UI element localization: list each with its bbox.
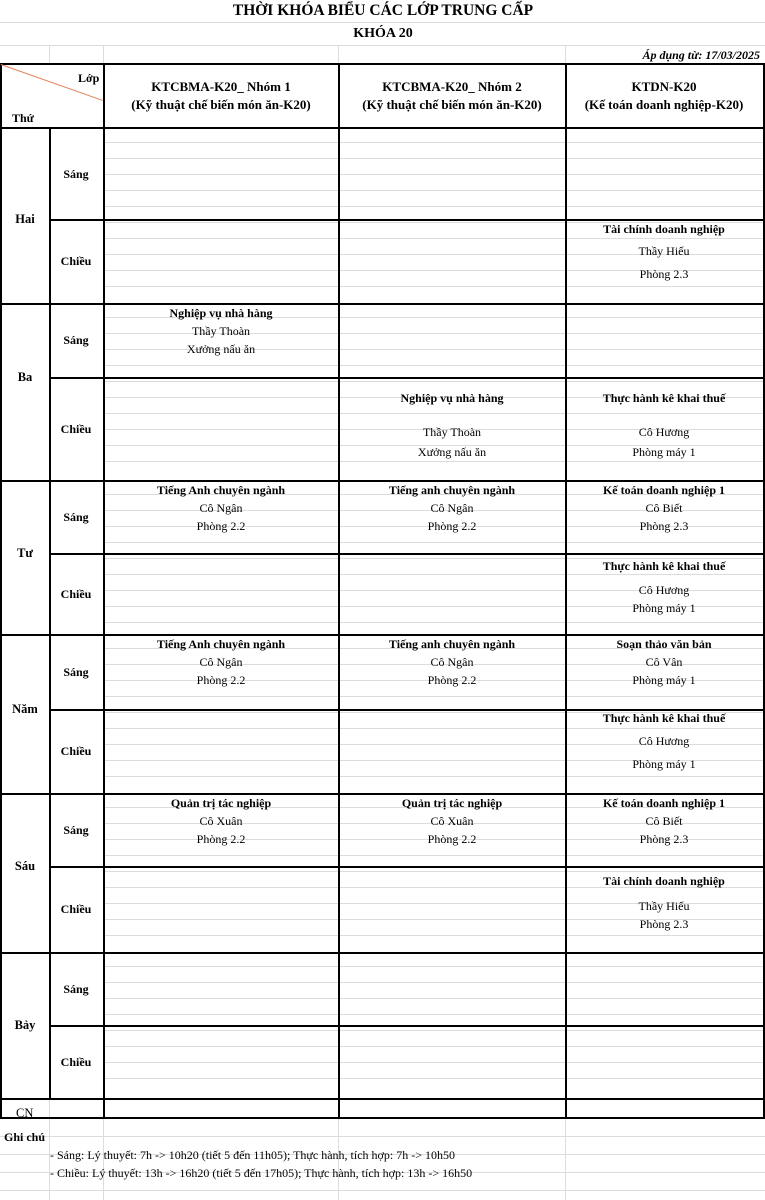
cell-teacher: Thầy Thoàn — [191, 324, 251, 338]
cell-room: Phòng máy 1 — [632, 445, 696, 459]
class-2-code: KTCBMA-K20_ Nhóm 2 — [382, 79, 522, 94]
effective-date: Áp dụng từ: 17/03/2025 — [642, 48, 760, 62]
session-label: Sáng — [63, 822, 89, 837]
cell-room: Phòng 2.2 — [196, 673, 246, 687]
grid-line — [0, 634, 765, 636]
cell-teacher: Cô Hương — [638, 734, 690, 748]
class-3-code: KTDN-K20 — [631, 79, 697, 94]
cell-teacher: Cô Ngân — [199, 501, 243, 515]
grid-line — [49, 377, 765, 379]
cell-room: Phòng 2.2 — [196, 519, 246, 533]
grid-line — [103, 461, 765, 462]
cell-room: Phòng 2.2 — [427, 832, 477, 846]
grid-line — [103, 982, 765, 983]
grid-line — [0, 1136, 765, 1137]
grid-line — [0, 22, 765, 23]
cell-teacher: Cô Biết — [645, 814, 683, 828]
notes-line-1: - Sáng: Lý thuyết: 7h -> 10h20 (tiết 5 đến 11h05); Thực hành, tích hợp: 7h -> 10h50 — [50, 1148, 455, 1162]
cell-teacher: Cô Xuân — [430, 814, 474, 828]
day-label-1: Hai — [15, 212, 35, 226]
grid-line — [103, 238, 765, 239]
grid-line — [49, 219, 765, 221]
grid-line — [103, 158, 765, 159]
cell-room: Phòng máy 1 — [632, 601, 696, 615]
grid-line — [103, 935, 765, 936]
cell-teacher: Thầy Thoàn — [422, 425, 482, 439]
cell-teacher: Cô Ngân — [199, 655, 243, 669]
grid-line — [0, 63, 765, 65]
grid-line — [49, 553, 765, 555]
grid-line — [0, 480, 765, 482]
cell-subject: Quản trị tác nghiệp — [170, 796, 272, 810]
grid-line — [103, 45, 104, 63]
grid-line — [103, 1062, 765, 1063]
cell-room: Xưởng nấu ăn — [186, 342, 256, 356]
page-title: THỜI KHÓA BIỂU CÁC LỚP TRUNG CẤP — [232, 2, 534, 19]
grid-line — [338, 45, 339, 63]
session-label: Sáng — [63, 509, 89, 524]
grid-line — [103, 1078, 765, 1079]
session-label: Sáng — [63, 664, 89, 679]
session-label: Sáng — [63, 981, 89, 996]
day-label-2: Ba — [17, 370, 33, 384]
grid-line — [103, 776, 765, 777]
grid-line — [565, 63, 567, 1118]
cell-teacher: Cô Vân — [645, 655, 683, 669]
grid-line — [103, 174, 765, 175]
cell-room: Phòng 2.2 — [196, 832, 246, 846]
grid-line — [0, 127, 765, 129]
grid-line — [103, 696, 765, 697]
cell-room: Phòng 2.3 — [639, 267, 689, 281]
cell-subject: Thực hành kê khai thuế — [602, 711, 726, 725]
cell-subject: Tài chính doanh nghiệp — [603, 874, 725, 888]
grid-line — [103, 63, 105, 1118]
session-label: Chiều — [60, 744, 92, 758]
grid-line — [565, 1118, 566, 1200]
grid-line — [103, 1046, 765, 1047]
session-label: Sáng — [63, 166, 89, 181]
cell-teacher: Cô Xuân — [199, 814, 243, 828]
grid-line — [103, 1030, 765, 1031]
grid-line — [103, 190, 765, 191]
cell-room: Phòng 2.3 — [639, 832, 689, 846]
grid-line — [0, 63, 2, 1118]
cell-room: Xưởng nấu ăn — [417, 445, 487, 459]
session-label: Chiều — [60, 421, 92, 436]
cell-teacher: Cô Biết — [645, 501, 683, 515]
grid-line — [0, 1190, 765, 1191]
cell-subject: Nghiệp vụ nhà hàng — [169, 306, 273, 320]
cell-room: Phòng máy 1 — [632, 673, 696, 687]
grid-line — [0, 952, 765, 954]
grid-line — [103, 381, 765, 382]
class-2-name: (Kỹ thuật chế biến món ăn-K20) — [362, 97, 542, 112]
grid-line — [338, 63, 340, 1118]
corner-day-label: Thứ — [12, 111, 34, 125]
grid-line — [103, 1014, 765, 1015]
grid-line — [0, 303, 765, 305]
grid-line — [49, 45, 50, 63]
day-label-4: Năm — [12, 702, 38, 716]
cell-subject: Kế toán doanh nghiệp 1 — [602, 796, 726, 810]
grid-line — [49, 1025, 765, 1027]
cell-room: Phòng 2.2 — [427, 519, 477, 533]
grid-line — [103, 142, 765, 143]
grid-line — [103, 622, 765, 623]
cell-room: Phòng 2.2 — [427, 673, 477, 687]
page-subtitle: KHÓA 20 — [353, 26, 413, 41]
corner-class-label: Lớp — [78, 71, 100, 85]
notes-line-2: - Chiều: Lý thuyết: 13h -> 16h20 (tiết 5 đến 17h05); Thực hành, tích hợp: 13h -> 16h50 — [50, 1166, 473, 1180]
cell-room: Phòng 2.3 — [639, 917, 689, 931]
class-1-name: (Kỹ thuật chế biến món ăn-K20) — [131, 97, 311, 112]
grid-line — [49, 866, 765, 868]
cell-subject: Quản trị tác nghiệp — [401, 796, 503, 810]
grid-line — [103, 365, 765, 366]
session-label: Chiều — [60, 586, 92, 601]
notes-label: Ghi chú — [4, 1130, 46, 1144]
grid-line — [103, 966, 765, 967]
cell-subject: Nghiệp vụ nhà hàng — [400, 391, 504, 405]
cell-subject: Kế toán doanh nghiệp 1 — [602, 483, 726, 497]
cell-teacher: Cô Hương — [638, 583, 690, 597]
cell-teacher: Cô Hương — [638, 425, 690, 439]
cell-subject: Thực hành kê khai thuế — [602, 391, 726, 405]
cell-room: Phòng máy 1 — [632, 757, 696, 771]
grid-line — [49, 127, 51, 1098]
cell-subject: Tài chính doanh nghiệp — [603, 222, 725, 236]
grid-line — [0, 1117, 765, 1119]
session-label: Chiều — [60, 1054, 92, 1069]
grid-line — [103, 206, 765, 207]
grid-line — [103, 413, 765, 414]
grid-line — [103, 998, 765, 999]
grid-line — [103, 574, 765, 575]
day-label-3: Tư — [17, 546, 33, 560]
cell-subject: Tiếng anh chuyên ngành — [388, 637, 516, 651]
cell-teacher: Thầy Hiếu — [638, 244, 690, 258]
session-label: Chiều — [60, 254, 92, 268]
grid-line — [0, 1098, 765, 1100]
cell-subject: Tiếng Anh chuyên ngành — [156, 637, 286, 651]
day-label-5: Sáu — [14, 859, 36, 873]
cell-teacher: Cô Ngân — [430, 501, 474, 515]
cell-subject: Soạn thảo văn bản — [616, 637, 712, 651]
day-label-6: Bảy — [14, 1018, 36, 1032]
cell-subject: Thực hành kê khai thuế — [602, 559, 726, 573]
grid-line — [103, 286, 765, 287]
sunday-label: CN — [16, 1106, 34, 1120]
grid-line — [103, 728, 765, 729]
cell-subject: Tiếng anh chuyên ngành — [388, 483, 516, 497]
grid-line — [103, 542, 765, 543]
grid-line — [103, 855, 765, 856]
grid-line — [103, 871, 765, 872]
cell-teacher: Cô Ngân — [430, 655, 474, 669]
session-label: Sáng — [63, 333, 89, 347]
cell-room: Phòng 2.3 — [639, 519, 689, 533]
grid-line — [565, 45, 566, 63]
class-1-code: KTCBMA-K20_ Nhóm 1 — [151, 79, 291, 94]
class-3-name: (Kế toán doanh nghiệp-K20) — [584, 97, 744, 112]
session-label: Chiều — [60, 902, 92, 916]
cell-teacher: Thầy Hiếu — [638, 899, 690, 913]
cell-subject: Tiếng Anh chuyên ngành — [156, 483, 286, 497]
grid-line — [0, 793, 765, 795]
grid-line — [0, 45, 765, 46]
